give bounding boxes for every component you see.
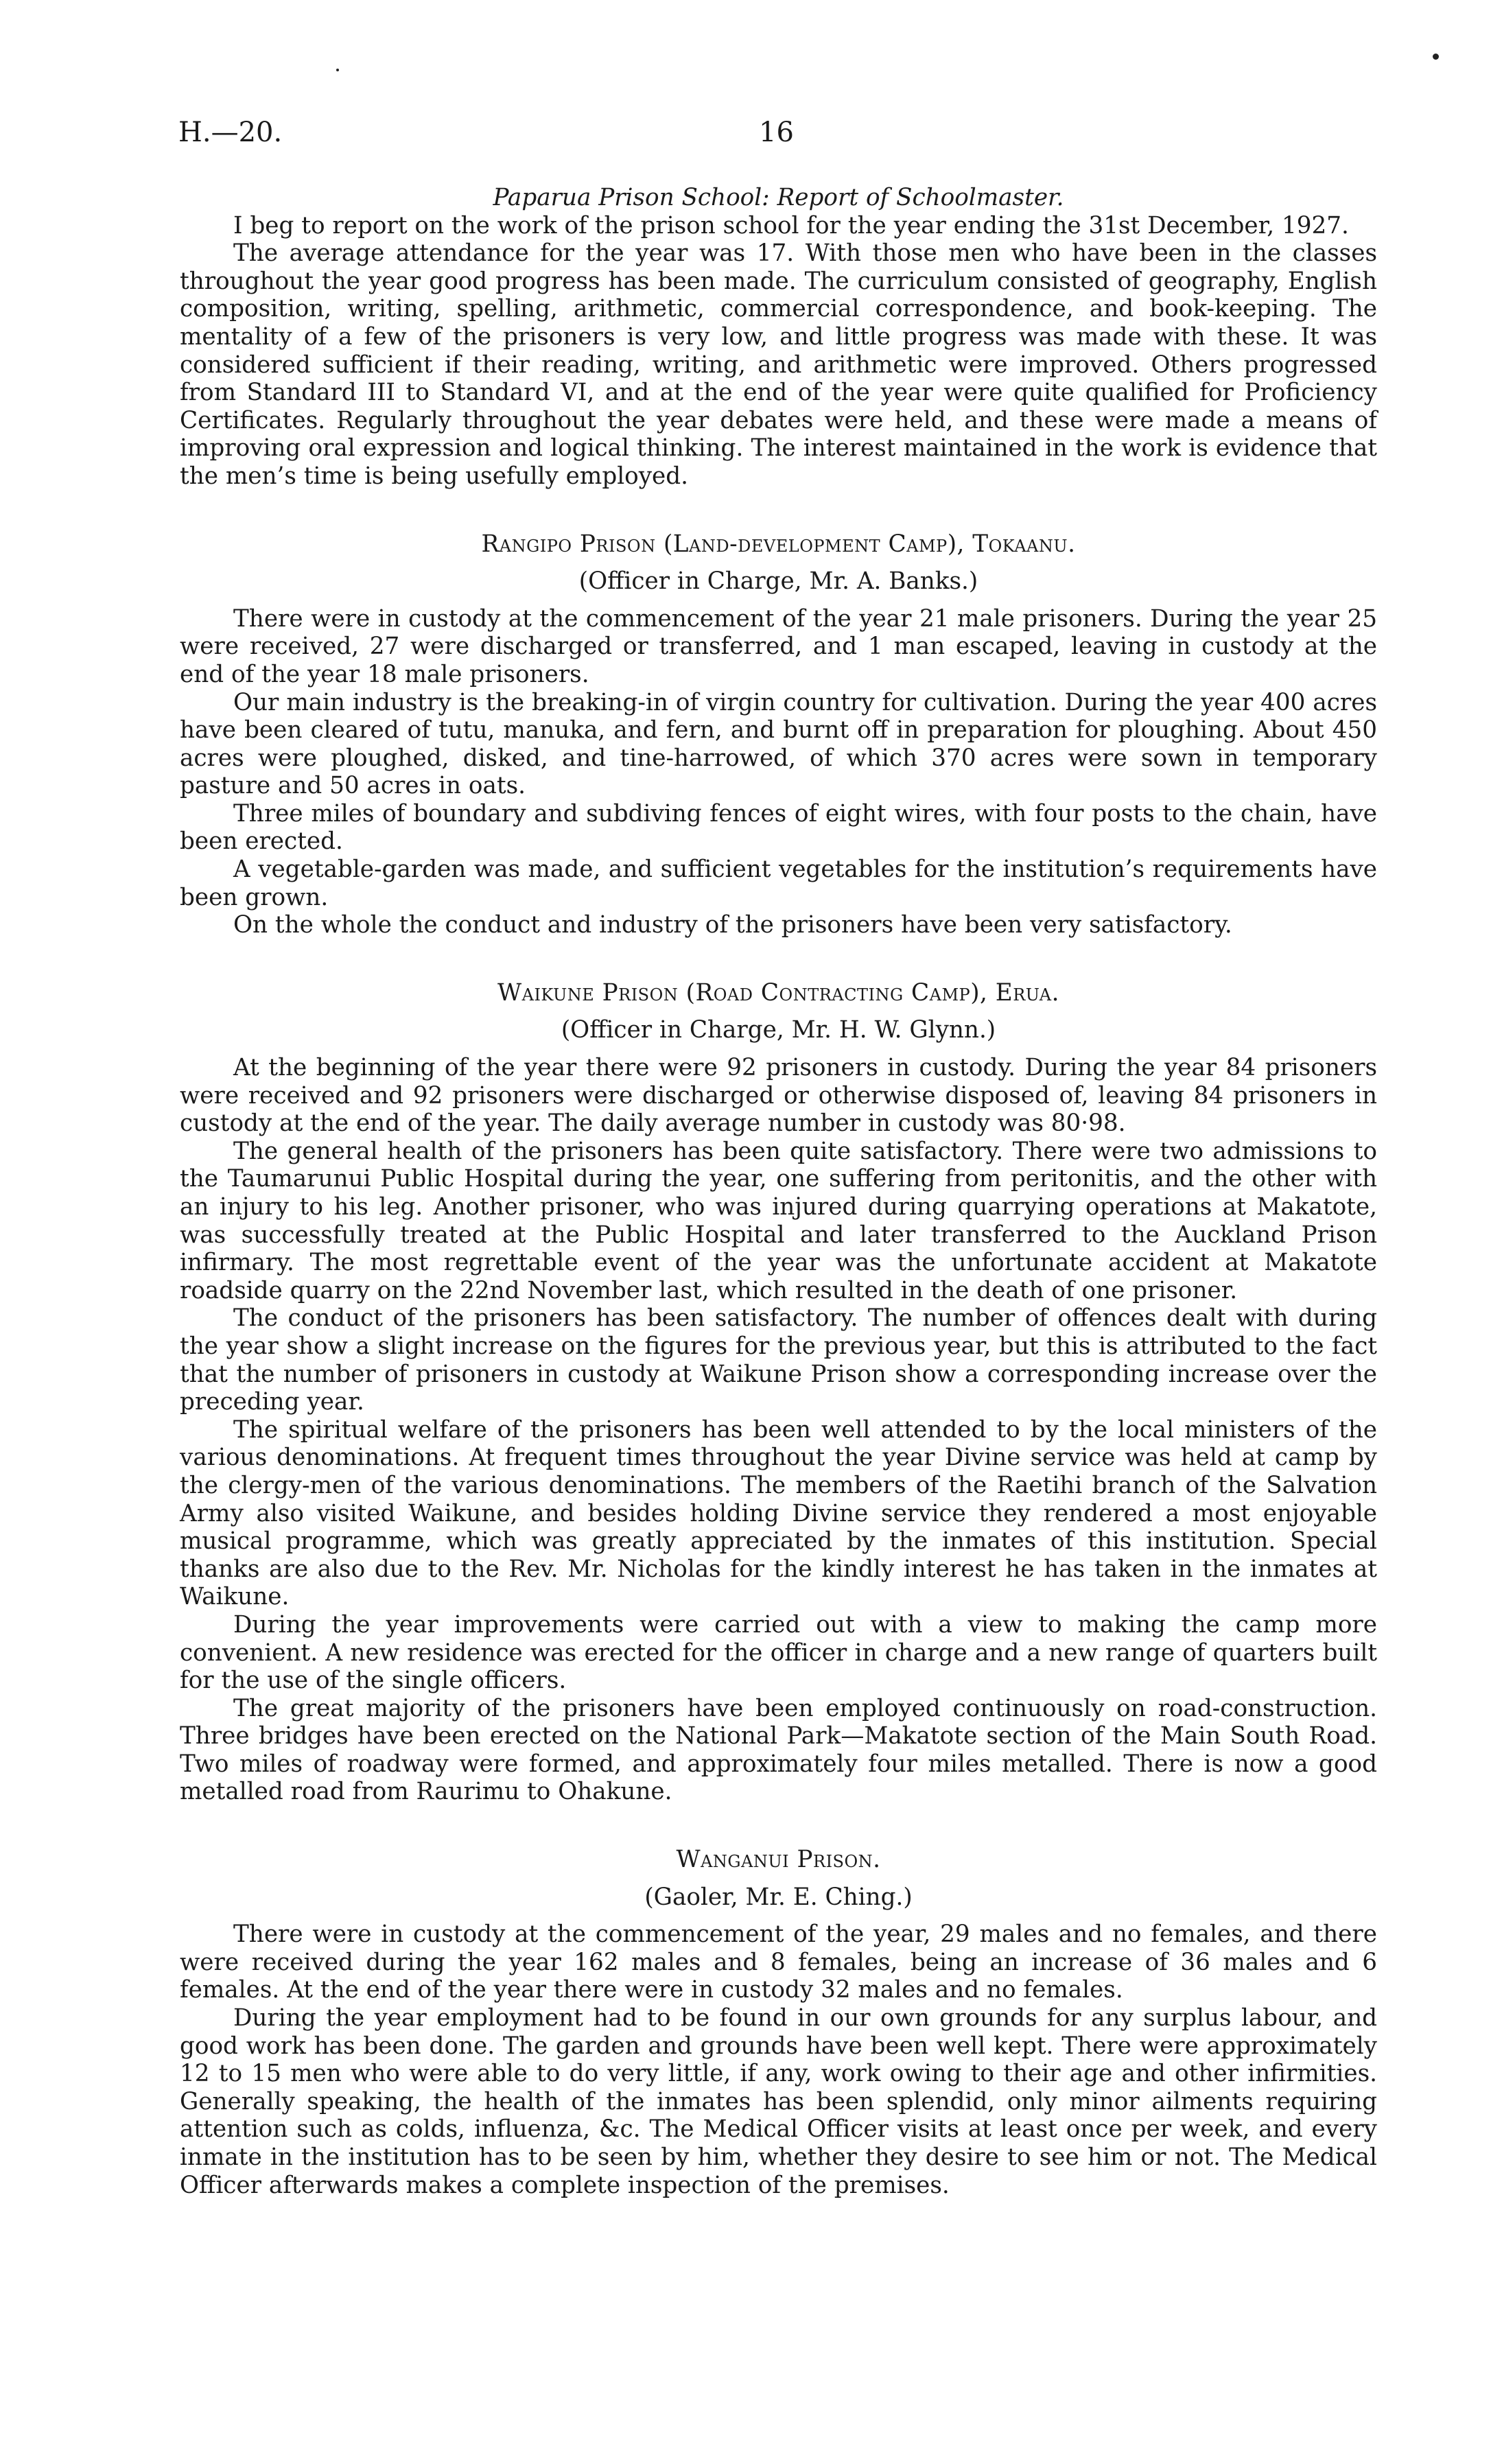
paragraph: A vegetable-garden was made, and sufficient vegetables for the institution’s requirements have been grown. xyxy=(180,856,1377,911)
paragraph: There were in custody at the commencement of the year, 29 males and no females, and there were received during the year 162 males and 8 females, being an increase of 36 males and 6 females. At the end of the year there were in custody 32 males and no females. xyxy=(180,1921,1377,2004)
officer-line: (Officer in Charge, Mr. A. Banks.) xyxy=(578,567,978,596)
section-wanganui xyxy=(180,1846,1377,2199)
paragraph: The great majority of the prisoners have been employed continuously on road-construction. Three bridges have been erected on the National Park—Makatote section of the Main South Road. Two miles of roadway were formed, and approximately four miles metalled. There is now a good metalled road from Raurimu to Ohakune. xyxy=(180,1694,1377,1806)
section-title: Wanganui Prison. xyxy=(676,1846,881,1874)
section-paparua xyxy=(180,184,1377,491)
paragraph: Three miles of boundary and subdiving fences of eight wires, with four posts to the chain, have been erected. xyxy=(180,799,1377,856)
section-title: Waikune Prison (Road Contracting Camp), Erua. xyxy=(497,978,1059,1007)
paragraph: Our main industry is the breaking-in of virgin country for cultivation. During the year 400 acres have been cleared of tutu, manuka, and fern, and burnt off in preparation for ploughing. About 450 acres were ploughed, disked, and tine-harrowed, of which 370 acres were sown in temporary pasture and 50 acres in oats. xyxy=(180,688,1377,800)
section-title: Rangipo Prison (Land-development Camp), Tokaanu. xyxy=(481,530,1076,558)
officer-line: (Gaoler, Mr. E. Ching.) xyxy=(644,1883,913,1911)
paragraph: On the whole the conduct and industry of the prisoners have been very satisfactory. xyxy=(233,911,1232,939)
page-number: 16 xyxy=(759,117,794,148)
paragraph: During the year employment had to be found in our own grounds for any surplus labour, and good work has been done. The garden and grounds have been well kept. There were approximately 12 to 15 men who were able to do very little, if any, work owing to their age and other infirmities. Generally speaking, the health of the inmates has been splendid, only minor ailments requiring attention such as colds, influenza, &c. The Medical Officer visits at least once per week, and every inmate in the institution has to be seen by him, whether they desire to see him or not. The Medical Officer afterwards makes a complete inspection of the premises. xyxy=(180,2004,1377,2199)
paragraph: The average attendance for the year was 17. With those men who have been in the classes throughout the year good progress has been made. The curriculum consisted of geography, English composition, writing, spelling, arithmetic, commercial correspondence, and book-keeping. The mentality of a few of the prisoners is very low, and little progress was made with these. It was considered sufficient if their reading, writing, and arithmetic were improved. Others progressed from Standard III to Standard VI, and at the end of the year were quite qualified for Proficiency Certificates. Regularly throughout the year debates were held, and these were made a means of improving oral expression and logical thinking. The interest maintained in the work is evidence that the men’s time is being usefully employed. xyxy=(180,239,1377,490)
report-body xyxy=(180,184,1377,2199)
section-waikune xyxy=(180,979,1377,1806)
speck-mark xyxy=(336,69,339,71)
officer-line: (Officer in Charge, Mr. H. W. Glynn.) xyxy=(561,1016,996,1044)
paragraph: The spiritual welfare of the prisoners has been well attended to by the local ministers of the various denominations. At frequent times throughout the year Divine service was held at camp by the clergy-men of the various denominations. The members of the Raetihi branch of the Salvation Army also visited Waikune, and besides holding Divine service they rendered a most enjoyable musical programme, which was greatly appreciated by the inmates of this institution. Special thanks are also due to the Rev. Mr. Nicholas for the kindly interest he has taken in the inmates at Waikune. xyxy=(180,1416,1377,1611)
speck-mark xyxy=(1433,54,1439,60)
page-header xyxy=(178,117,1374,165)
section-title: Paparua Prison School: Report of Schoolmaster. xyxy=(493,184,1064,211)
paragraph: At the beginning of the year there were 92 prisoners in custody. During the year 84 prisoners were received and 92 prisoners were discharged or otherwise disposed of, leaving 84 prisoners in custody at the end of the year. The daily average number in custody was 80·98. xyxy=(180,1054,1377,1138)
paragraph: The conduct of the prisoners has been satisfactory. The number of offences dealt with during the year show a slight increase on the figures for the previous year, but this is attributed to the fact that the number of prisoners in custody at Waikune Prison show a corresponding increase over the preceding year. xyxy=(180,1304,1377,1416)
paragraph: The general health of the prisoners has been quite satisfactory. There were two admissions to the Taumarunui Public Hospital during the year, one suffering from peritonitis, and the other with an injury to his leg. Another prisoner, who was injured during quarrying operations at Makatote, was successfully treated at the Public Hospital and later transferred to the Auckland Prison infirmary. The most regrettable event of the year was the unfortunate accident at Makatote roadside quarry on the 22nd November last, which resulted in the death of one prisoner. xyxy=(180,1137,1377,1304)
paragraph: I beg to report on the work of the prison school for the year ending the 31st December, 1927. xyxy=(233,211,1349,239)
paragraph: There were in custody at the commencement of the year 21 male prisoners. During the year 25 were received, 27 were discharged or transferred, and 1 man escaped, leaving in custody at the end of the year 18 male prisoners. xyxy=(180,605,1377,688)
section-rangipo xyxy=(180,530,1377,939)
report-code: H.—20. xyxy=(178,117,283,148)
paragraph: During the year improvements were carried out with a view to making the camp more convenient. A new residence was erected for the officer in charge and a new range of quarters built for the use of the single officers. xyxy=(180,1610,1377,1695)
